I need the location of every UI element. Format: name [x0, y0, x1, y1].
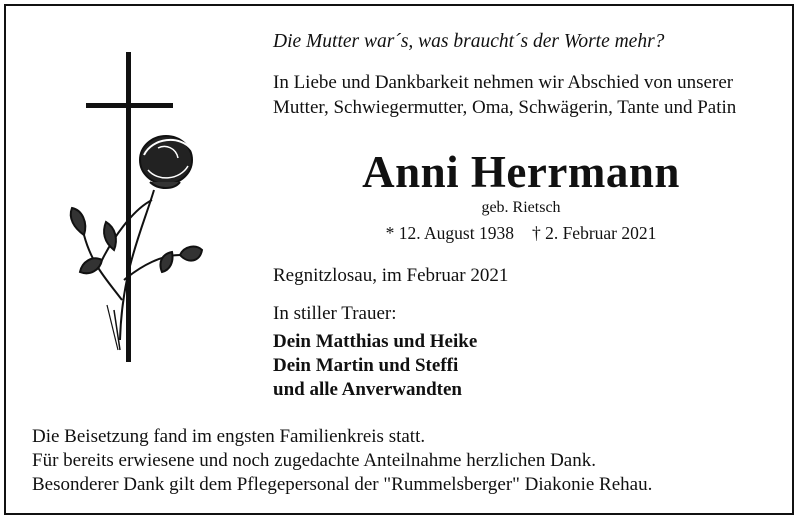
- place-date: Regnitzlosau, im Februar 2021: [273, 265, 509, 286]
- birth-date: * 12. August 1938: [385, 223, 514, 243]
- mourner-line: und alle Anverwandten: [273, 379, 462, 400]
- rose-icon: [71, 136, 202, 350]
- mourner-line: Dein Matthias und Heike: [273, 331, 478, 352]
- cross-icon: [86, 52, 173, 362]
- mourner-line: Dein Martin und Steffi: [273, 355, 459, 376]
- mourners-list: [273, 330, 477, 402]
- birth-name: geb. Rietsch: [481, 199, 561, 216]
- motto: Die Mutter war´s, was braucht´s der Worte mehr?: [273, 31, 665, 52]
- cross-and-rose-illustration: [62, 50, 212, 366]
- deceased-name: Anni Herrmann: [362, 147, 680, 197]
- intro-text: In Liebe und Dankbarkeit nehmen wir Abschied von unserer Mutter, Schwiegermutter, Oma, Schwägerin, Tante und Patin: [273, 72, 737, 118]
- footer-text: [32, 425, 652, 497]
- footer-line: Die Beisetzung fand im engsten Familienkreis statt.: [32, 426, 426, 447]
- footer-line: Besonderer Dank gilt dem Pflegepersonal der "Rummelsberger" Diakonie Rehau.: [32, 474, 653, 495]
- life-dates: [273, 223, 769, 244]
- mourning-heading: In stiller Trauer:: [273, 303, 397, 324]
- death-date: † 2. Februar 2021: [531, 223, 657, 243]
- footer-line: Für bereits erwiesene und noch zugedachte Anteilnahme herzlichen Dank.: [32, 450, 596, 471]
